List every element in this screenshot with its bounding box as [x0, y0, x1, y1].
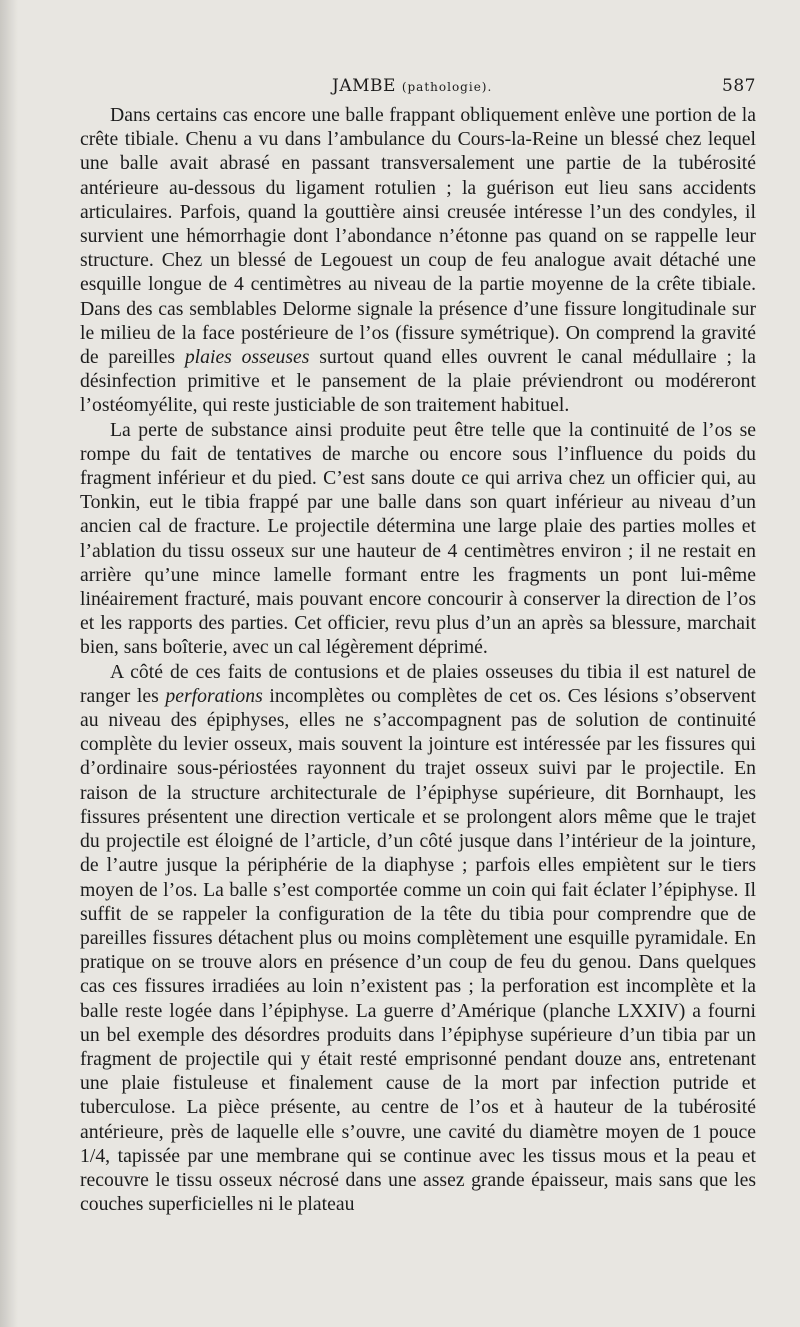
italic-term: perforations	[165, 684, 263, 707]
body-text	[80, 103, 756, 1216]
paragraph-2	[80, 418, 756, 660]
paragraph-text: incomplètes ou complètes de cet os. Ces lésions s’observent au niveau des épiphyses, elles ne s’accompagnent pas de solution de continuité complète du levier osseux, mais souvent la jointure est intéressée par les fissures qui d’ordinaire sous-périostées rayonnent du trajet osseux suivi par le projectile. En raison de la structure architecturale de l’épiphyse supérieure, dit Bornhaupt, les fissures présentent une direction verticale et se prolongent alors même que le trajet du projectile est éloigné de l’article, d’un côté jusque dans l’intérieur de la jointure, de l’autre jusque la périphérie de la diaphyse ; parfois elles empiètent sur le tiers moyen de l’os. La balle s’est comportée comme un coin qui fait éclater l’épiphyse. Il suffit de se rappeler la configuration de la tête du tibia pour comprendre que de pareilles fissures détachent plus ou moins complètement une esquille pyramidale. En pratique on se trouve alors en présence d’un coup de feu du genou. Dans quelques cas ces fissures irradiées au loin n’existent pas ; la perforation est incomplète et la balle reste logée dans l’épiphyse. La guerre d’Amérique (planche LXXIV) a fourni un bel exemple des désordres produits dans l’épiphyse supérieure d’un tibia par un fragment de projectile qui y était resté emprisonné pendant douze ans, entretenant une plaie fistuleuse et finalement cause de la mort par infection putride et tuberculose. La pièce présente, au centre de l’os et à hauteur de la tubérosité antérieure, près de laquelle elle s’ouvre, une cavité du diamètre moyen de 1 pouce 1/4, tapissée par une membrane qui se continue avec les tissus mous et la peau et recouvre le tissu osseux nécrosé dans une assez grande épaisseur, mais sans que les couches superficielles ni le plateau	[80, 684, 756, 1216]
running-header	[80, 72, 756, 100]
page-number: 587	[722, 76, 756, 96]
page-edge-shadow	[0, 0, 18, 1327]
paragraph-text: La perte de substance ainsi produite peut être telle que la continuité de l’os se rompe du fait de tentatives de marche ou encore sous l’influence du poids du fragment inférieur et du pied. C’est sans doute ce qui arriva chez un officier qui, au Tonkin, eut le tibia frappé par une balle dans son quart inférieur au niveau d’un ancien cal de fracture. Le projectile détermina une large plaie des parties molles et l’ablation du tissu osseux sur une hauteur de 4 centimètres environ ; il ne restait en arrière qu’une mince lamelle formant entre les fragments un pont lui-même linéairement fracturé, mais pouvant encore concourir à conserver la direction de l’os et les rapports des parties. Cet officier, revu plus d’un an après sa blessure, marchait bien, sans boîterie, avec un cal légèrement déprimé.	[80, 418, 756, 659]
paragraph-text: surtout quand elles ouvrent le canal médullaire ; la désinfection primitive et le pansement de la plaie préviendront ou modéreront l’ostéomyélite, qui reste justiciable de son traitement habituel.	[80, 346, 756, 417]
paragraph-text: A côté de ces faits de contusions et de plaies osseuses du tibia il est naturel de ranger les	[80, 660, 756, 707]
paragraph-text: Dans certains cas encore une balle frappant obliquement enlève une portion de la crête tibiale. Chenu a vu dans l’ambulance du Cours-la-Reine un blessé chez lequel une balle avait abrasé en passant transversalement une partie de la tubérosité antérieure au-dessous du ligament rotulien ; la guérison eut lieu sans accidents articulaires. Parfois, quand la gouttière ainsi creusée intéresse l’un des condyles, il survient une hémorrhagie dont l’abondance n’étonne pas quand on se rappelle leur structure. Chez un blessé de Legouest un coup de feu analogue avait détaché une esquille longue de 4 centimètres au niveau de la partie moyenne de la crête tibiale. Dans des cas semblables Delorme signale la présence d’une fissure longitudinale sur le milieu de la face postérieure de l’os (fissure symétrique). On comprend la gravité de pareilles	[80, 104, 756, 369]
paragraph-3	[80, 660, 756, 1217]
italic-term: plaies osseuses	[184, 346, 310, 369]
running-title	[332, 76, 492, 96]
section-subtitle: (pathologie).	[401, 80, 493, 94]
paragraph-1	[80, 103, 756, 418]
section-title: JAMBE	[332, 76, 396, 96]
